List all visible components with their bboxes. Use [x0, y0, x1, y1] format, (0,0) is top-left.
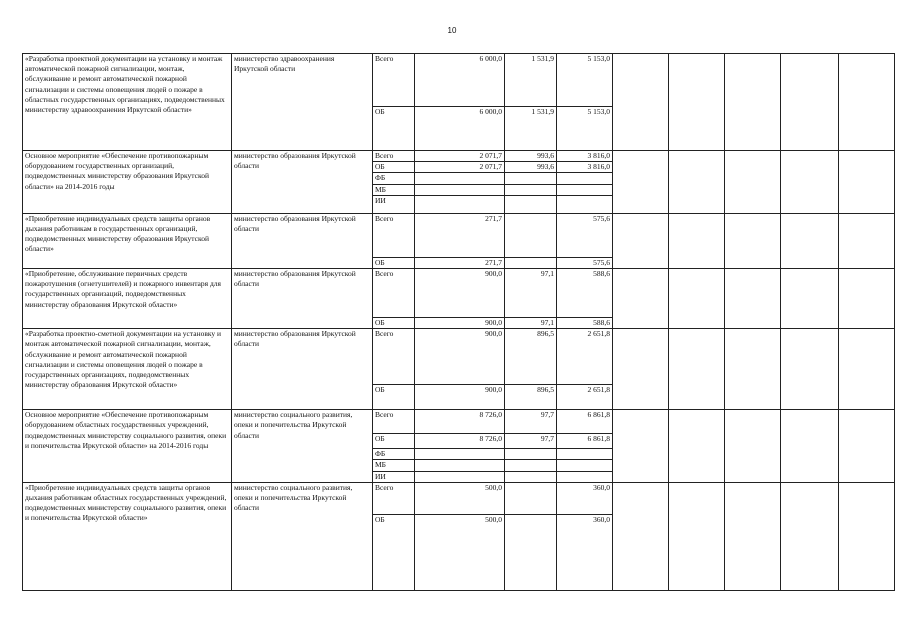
value-cell — [557, 195, 613, 213]
value-cell: 271,7 — [415, 257, 505, 268]
empty-cell — [669, 213, 725, 268]
source-cell: ИИ — [373, 471, 415, 482]
source-cell: МБ — [373, 184, 415, 195]
value-cell: 2 651,8 — [557, 329, 613, 385]
source-cell: ФБ — [373, 173, 415, 184]
value-cell: 900,0 — [415, 329, 505, 385]
value-cell — [505, 184, 557, 195]
value-cell: 588,6 — [557, 269, 613, 318]
value-cell — [505, 195, 557, 213]
empty-cell — [669, 269, 725, 329]
value-cell: 896,5 — [505, 385, 557, 410]
source-cell: Всего — [373, 329, 415, 385]
value-cell: 97,1 — [505, 318, 557, 329]
value-cell — [557, 449, 613, 460]
source-cell: ОБ — [373, 107, 415, 151]
source-cell: ОБ — [373, 318, 415, 329]
empty-cell — [781, 269, 839, 329]
table-row — [23, 410, 895, 434]
table-row — [23, 54, 895, 107]
table-body — [23, 54, 895, 591]
empty-cell — [725, 482, 781, 590]
empty-cell — [613, 482, 669, 590]
empty-cell — [725, 410, 781, 483]
activity-cell: Основное мероприятие «Обеспечение противопожарным оборудованием государственных организаций, подведомственных министерству образования Иркутской области» на 2014-2016 годы — [23, 151, 232, 214]
value-cell — [505, 449, 557, 460]
value-cell: 3 816,0 — [557, 151, 613, 162]
empty-cell — [613, 410, 669, 483]
activity-cell: Основное мероприятие «Обеспечение противопожарным оборудованием областных государственных учреждений, подведомственных министерству социального развития, опеки и попечительства Иркутской области» на 2014-2016 годы — [23, 410, 232, 483]
source-cell: Всего — [373, 54, 415, 107]
value-cell — [557, 460, 613, 471]
empty-cell — [613, 269, 669, 329]
activity-cell: «Приобретение, обслуживание первичных средств пожаротушения (огнетушителей) и пожарного инвентаря для государственных организаций, подведомственных министерству образования Иркутской области» — [23, 269, 232, 329]
value-cell: 500,0 — [415, 514, 505, 590]
source-cell: Всего — [373, 482, 415, 514]
value-cell: 8 726,0 — [415, 434, 505, 449]
value-cell: 575,6 — [557, 213, 613, 257]
value-cell — [415, 195, 505, 213]
value-cell: 97,1 — [505, 269, 557, 318]
activity-cell: «Разработка проектной документации на установку и монтаж автоматической пожарной сигнализации, монтаж, обслуживание и ремонт автоматической пожарной сигнализации и системы оповещения людей о пожаре в областных государственных организациях, подведомственных министерству здравоохранения Иркутской области» — [23, 54, 232, 151]
value-cell: 3 816,0 — [557, 162, 613, 173]
empty-cell — [839, 54, 895, 151]
source-cell: ОБ — [373, 162, 415, 173]
empty-cell — [669, 410, 725, 483]
source-cell: ФБ — [373, 449, 415, 460]
value-cell — [505, 213, 557, 257]
empty-cell — [613, 329, 669, 410]
value-cell: 97,7 — [505, 410, 557, 434]
table-row — [23, 482, 895, 514]
value-cell — [505, 173, 557, 184]
activity-cell: «Разработка проектно-сметной документации на установку и монтаж автоматической пожарной сигнализации, монтаж, обслуживание и ремонт автоматической пожарной сигнализации и системы оповещения людей о пожаре в государственных организациях, подведомственных министерству образования Иркутской области» — [23, 329, 232, 410]
empty-cell — [613, 151, 669, 214]
executor-cell: министерство здравоохранения Иркутской области — [232, 54, 373, 151]
table-row — [23, 269, 895, 318]
executor-cell: министерство социального развития, опеки и попечительства Иркутской области — [232, 482, 373, 590]
empty-cell — [839, 213, 895, 268]
value-cell — [415, 460, 505, 471]
empty-cell — [781, 213, 839, 268]
activity-cell: «Приобретение индивидуальных средств защиты органов дыхания работникам областных государственных учреждений, подведомственных министерству социального развития, опеки и попечительства Иркутской области» — [23, 482, 232, 590]
empty-cell — [839, 329, 895, 410]
program-table — [22, 53, 895, 591]
empty-cell — [839, 269, 895, 329]
value-cell: 5 153,0 — [557, 107, 613, 151]
value-cell: 500,0 — [415, 482, 505, 514]
value-cell — [505, 257, 557, 268]
empty-cell — [781, 151, 839, 214]
value-cell: 360,0 — [557, 514, 613, 590]
activity-cell: «Приобретение индивидуальных средств защиты органов дыхания работникам в государственных организаций, подведомственных министерству образования Иркутской области» — [23, 213, 232, 268]
source-cell: Всего — [373, 151, 415, 162]
value-cell: 2 071,7 — [415, 162, 505, 173]
value-cell — [557, 173, 613, 184]
value-cell: 2 651,8 — [557, 385, 613, 410]
empty-cell — [781, 54, 839, 151]
empty-cell — [613, 213, 669, 268]
value-cell: 900,0 — [415, 269, 505, 318]
empty-cell — [725, 151, 781, 214]
empty-cell — [669, 482, 725, 590]
empty-cell — [669, 151, 725, 214]
value-cell: 1 531,9 — [505, 107, 557, 151]
source-cell: ОБ — [373, 257, 415, 268]
empty-cell — [725, 269, 781, 329]
table-row — [23, 213, 895, 257]
value-cell — [505, 482, 557, 514]
empty-cell — [725, 329, 781, 410]
empty-cell — [669, 54, 725, 151]
source-cell: ОБ — [373, 434, 415, 449]
source-cell: ОБ — [373, 385, 415, 410]
source-cell: Всего — [373, 269, 415, 318]
executor-cell: министерство образования Иркутской области — [232, 329, 373, 410]
source-cell: Всего — [373, 410, 415, 434]
empty-cell — [839, 410, 895, 483]
value-cell: 575,6 — [557, 257, 613, 268]
value-cell — [505, 471, 557, 482]
value-cell: 360,0 — [557, 482, 613, 514]
value-cell: 5 153,0 — [557, 54, 613, 107]
value-cell: 8 726,0 — [415, 410, 505, 434]
table-row — [23, 329, 895, 385]
value-cell: 900,0 — [415, 385, 505, 410]
empty-cell — [725, 213, 781, 268]
page-number: 10 — [447, 26, 457, 35]
value-cell: 896,5 — [505, 329, 557, 385]
executor-cell: министерство образования Иркутской области — [232, 151, 373, 214]
executor-cell: министерство образования Иркутской области — [232, 213, 373, 268]
value-cell — [557, 471, 613, 482]
source-cell: ОБ — [373, 514, 415, 590]
value-cell: 900,0 — [415, 318, 505, 329]
value-cell — [557, 184, 613, 195]
empty-cell — [839, 151, 895, 214]
empty-cell — [669, 329, 725, 410]
value-cell: 6 861,8 — [557, 410, 613, 434]
value-cell: 97,7 — [505, 434, 557, 449]
value-cell — [415, 173, 505, 184]
source-cell: МБ — [373, 460, 415, 471]
value-cell: 588,6 — [557, 318, 613, 329]
value-cell: 993,6 — [505, 162, 557, 173]
value-cell — [415, 471, 505, 482]
empty-cell — [839, 482, 895, 590]
empty-cell — [781, 329, 839, 410]
value-cell — [505, 460, 557, 471]
empty-cell — [613, 54, 669, 151]
empty-cell — [781, 410, 839, 483]
value-cell: 6 000,0 — [415, 54, 505, 107]
value-cell: 1 531,9 — [505, 54, 557, 107]
table-row — [23, 151, 895, 162]
source-cell: Всего — [373, 213, 415, 257]
value-cell — [415, 449, 505, 460]
value-cell: 6 000,0 — [415, 107, 505, 151]
value-cell: 6 861,8 — [557, 434, 613, 449]
executor-cell: министерство социального развития, опеки и попечительства Иркутской области — [232, 410, 373, 483]
value-cell: 2 071,7 — [415, 151, 505, 162]
value-cell: 993,6 — [505, 151, 557, 162]
value-cell — [505, 514, 557, 590]
empty-cell — [725, 54, 781, 151]
source-cell: ИИ — [373, 195, 415, 213]
value-cell: 271,7 — [415, 213, 505, 257]
executor-cell: министерство образования Иркутской области — [232, 269, 373, 329]
empty-cell — [781, 482, 839, 590]
value-cell — [415, 184, 505, 195]
